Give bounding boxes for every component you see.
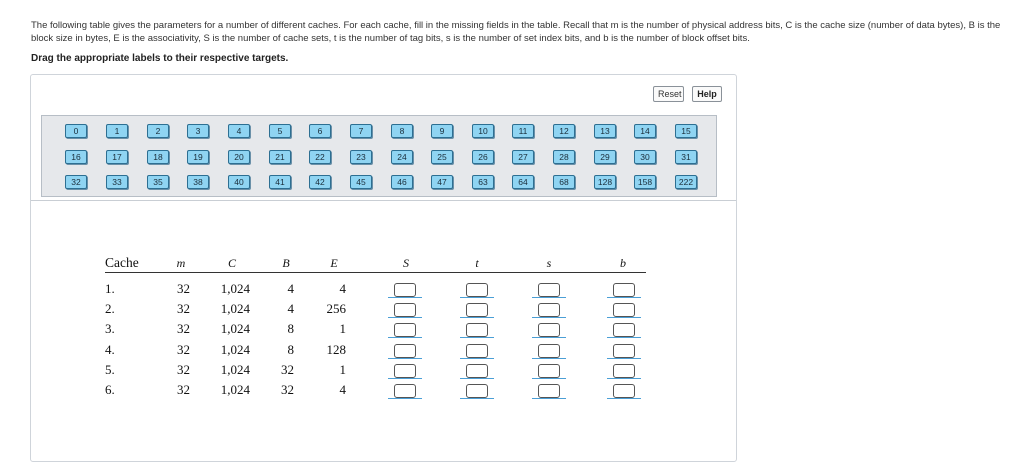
drop-target-underline xyxy=(460,398,494,399)
cell-cache-id: 2. xyxy=(105,301,115,316)
draggable-label[interactable]: 46 xyxy=(391,175,413,189)
drop-target-s[interactable] xyxy=(538,283,560,297)
draggable-label[interactable]: 8 xyxy=(391,124,413,138)
draggable-label[interactable]: 3 xyxy=(187,124,209,138)
instruction-text: Drag the appropriate labels to their respective targets. xyxy=(31,53,289,64)
draggable-label[interactable]: 222 xyxy=(675,175,697,189)
drop-target-underline xyxy=(388,297,422,298)
cell-E: 4 xyxy=(339,281,346,296)
cell-cache-id: 3. xyxy=(105,321,115,336)
draggable-label[interactable]: 18 xyxy=(147,150,169,164)
draggable-label[interactable]: 14 xyxy=(634,124,656,138)
cell-E: 4 xyxy=(339,382,346,397)
label-bank xyxy=(41,115,717,197)
header-b: b xyxy=(620,256,626,270)
cell-B: 32 xyxy=(281,362,294,377)
cell-cache-id: 5. xyxy=(105,362,115,377)
draggable-label[interactable]: 63 xyxy=(472,175,494,189)
draggable-label[interactable]: 33 xyxy=(106,175,128,189)
drop-target-underline xyxy=(460,358,494,359)
drop-target-underline xyxy=(532,358,566,359)
draggable-label[interactable]: 9 xyxy=(431,124,453,138)
drop-target-underline xyxy=(460,317,494,318)
draggable-label[interactable]: 1 xyxy=(106,124,128,138)
drop-target-s[interactable] xyxy=(538,344,560,358)
drop-target-s[interactable] xyxy=(538,323,560,337)
drop-target-b[interactable] xyxy=(613,344,635,358)
drop-target-S[interactable] xyxy=(394,384,416,398)
draggable-label[interactable]: 13 xyxy=(594,124,616,138)
header-S: S xyxy=(403,256,409,270)
draggable-label[interactable]: 16 xyxy=(65,150,87,164)
problem-intro: The following table gives the parameters for a number of different caches. For each cache, fill in the missing fields in the table. Recall that m is the number of physical address bits, C is the cache size (number of data bytes), B is the block size in bytes, E is the associativity, S is the number of cache sets, t is the number of tag bits, s is the number of set index bits, and b is the number of block offset bits. xyxy=(31,20,1001,44)
cell-C: 1,024 xyxy=(220,281,250,296)
draggable-label[interactable]: 12 xyxy=(553,124,575,138)
drop-target-underline xyxy=(607,378,641,379)
drop-target-underline xyxy=(607,297,641,298)
draggable-label[interactable]: 23 xyxy=(350,150,372,164)
draggable-label[interactable]: 35 xyxy=(147,175,169,189)
drop-target-t[interactable] xyxy=(466,303,488,317)
drop-target-underline xyxy=(388,398,422,399)
draggable-label[interactable]: 47 xyxy=(431,175,453,189)
drop-target-t[interactable] xyxy=(466,283,488,297)
draggable-label[interactable]: 158 xyxy=(634,175,656,189)
header-rule xyxy=(105,272,646,273)
drop-target-underline xyxy=(532,398,566,399)
draggable-label[interactable]: 2 xyxy=(147,124,169,138)
drop-target-underline xyxy=(607,337,641,338)
drop-target-b[interactable] xyxy=(613,323,635,337)
drop-target-s[interactable] xyxy=(538,364,560,378)
drop-target-underline xyxy=(388,378,422,379)
drop-target-underline xyxy=(388,337,422,338)
draggable-label[interactable]: 28 xyxy=(553,150,575,164)
drop-target-S[interactable] xyxy=(394,344,416,358)
draggable-label[interactable]: 29 xyxy=(594,150,616,164)
cell-m: 32 xyxy=(177,321,190,336)
cell-C: 1,024 xyxy=(220,382,250,397)
header-t: t xyxy=(475,256,479,270)
cell-m: 32 xyxy=(177,342,190,357)
draggable-label[interactable]: 26 xyxy=(472,150,494,164)
cell-C: 1,024 xyxy=(220,362,250,377)
drop-target-underline xyxy=(460,297,494,298)
cell-E: 128 xyxy=(326,342,346,357)
drop-target-underline xyxy=(532,337,566,338)
draggable-label[interactable]: 30 xyxy=(634,150,656,164)
cell-m: 32 xyxy=(177,301,190,316)
drop-target-b[interactable] xyxy=(613,303,635,317)
draggable-label[interactable]: 31 xyxy=(675,150,697,164)
drop-target-S[interactable] xyxy=(394,303,416,317)
draggable-label[interactable]: 24 xyxy=(391,150,413,164)
draggable-label[interactable]: 5 xyxy=(269,124,291,138)
draggable-label[interactable]: 68 xyxy=(553,175,575,189)
cell-E: 1 xyxy=(339,362,346,377)
drop-target-underline xyxy=(532,297,566,298)
help-button[interactable]: Help xyxy=(692,86,722,102)
drop-target-underline xyxy=(607,358,641,359)
drop-target-underline xyxy=(388,317,422,318)
header-B: B xyxy=(282,256,290,270)
drop-target-t[interactable] xyxy=(466,364,488,378)
cell-m: 32 xyxy=(177,281,190,296)
drop-target-underline xyxy=(607,317,641,318)
drop-target-t[interactable] xyxy=(466,384,488,398)
drop-target-S[interactable] xyxy=(394,323,416,337)
cell-B: 4 xyxy=(287,301,294,316)
drop-target-s[interactable] xyxy=(538,384,560,398)
cell-C: 1,024 xyxy=(220,342,250,357)
drop-target-underline xyxy=(532,378,566,379)
draggable-label[interactable]: 6 xyxy=(309,124,331,138)
draggable-label[interactable]: 10 xyxy=(472,124,494,138)
draggable-label[interactable]: 19 xyxy=(187,150,209,164)
draggable-label[interactable]: 128 xyxy=(594,175,616,189)
draggable-label[interactable]: 42 xyxy=(309,175,331,189)
draggable-label[interactable]: 21 xyxy=(269,150,291,164)
cell-cache-id: 6. xyxy=(105,382,115,397)
drop-target-S[interactable] xyxy=(394,283,416,297)
header-cache: Cache xyxy=(105,255,139,270)
cell-B: 8 xyxy=(287,321,294,336)
draggable-label[interactable]: 4 xyxy=(228,124,250,138)
header-C: C xyxy=(227,256,236,270)
drop-target-underline xyxy=(460,378,494,379)
draggable-label[interactable]: 25 xyxy=(431,150,453,164)
drop-target-underline xyxy=(460,337,494,338)
draggable-label[interactable]: 38 xyxy=(187,175,209,189)
cell-m: 32 xyxy=(177,362,190,377)
panel-divider xyxy=(31,200,736,201)
draggable-label[interactable]: 27 xyxy=(512,150,534,164)
cell-E: 256 xyxy=(326,301,346,316)
cell-cache-id: 1. xyxy=(105,281,115,296)
draggable-label[interactable]: 20 xyxy=(228,150,250,164)
drop-target-s[interactable] xyxy=(538,303,560,317)
drop-target-b[interactable] xyxy=(613,364,635,378)
cell-C: 1,024 xyxy=(220,301,250,316)
draggable-label[interactable]: 64 xyxy=(512,175,534,189)
draggable-label[interactable]: 45 xyxy=(350,175,372,189)
drop-target-t[interactable] xyxy=(466,344,488,358)
draggable-label[interactable]: 7 xyxy=(350,124,372,138)
draggable-label[interactable]: 15 xyxy=(675,124,697,138)
cell-m: 32 xyxy=(177,382,190,397)
drop-target-S[interactable] xyxy=(394,364,416,378)
drop-target-b[interactable] xyxy=(613,283,635,297)
cell-B: 4 xyxy=(287,281,294,296)
reset-button[interactable]: Reset xyxy=(653,86,684,102)
header-s: s xyxy=(546,256,552,270)
drop-target-underline xyxy=(388,358,422,359)
cell-B: 8 xyxy=(287,342,294,357)
cell-E: 1 xyxy=(339,321,346,336)
cell-B: 32 xyxy=(281,382,294,397)
drop-target-t[interactable] xyxy=(466,323,488,337)
header-E: E xyxy=(330,256,338,270)
draggable-label[interactable]: 0 xyxy=(65,124,87,138)
header-m: m xyxy=(176,256,186,270)
draggable-label[interactable]: 22 xyxy=(309,150,331,164)
drop-target-underline xyxy=(607,398,641,399)
drop-target-underline xyxy=(532,317,566,318)
draggable-label[interactable]: 32 xyxy=(65,175,87,189)
draggable-label[interactable]: 11 xyxy=(512,124,534,138)
draggable-label[interactable]: 40 xyxy=(228,175,250,189)
drop-target-b[interactable] xyxy=(613,384,635,398)
draggable-label[interactable]: 41 xyxy=(269,175,291,189)
drag-drop-panel xyxy=(30,74,737,462)
cell-cache-id: 4. xyxy=(105,342,115,357)
draggable-label[interactable]: 17 xyxy=(106,150,128,164)
cell-C: 1,024 xyxy=(220,321,250,336)
